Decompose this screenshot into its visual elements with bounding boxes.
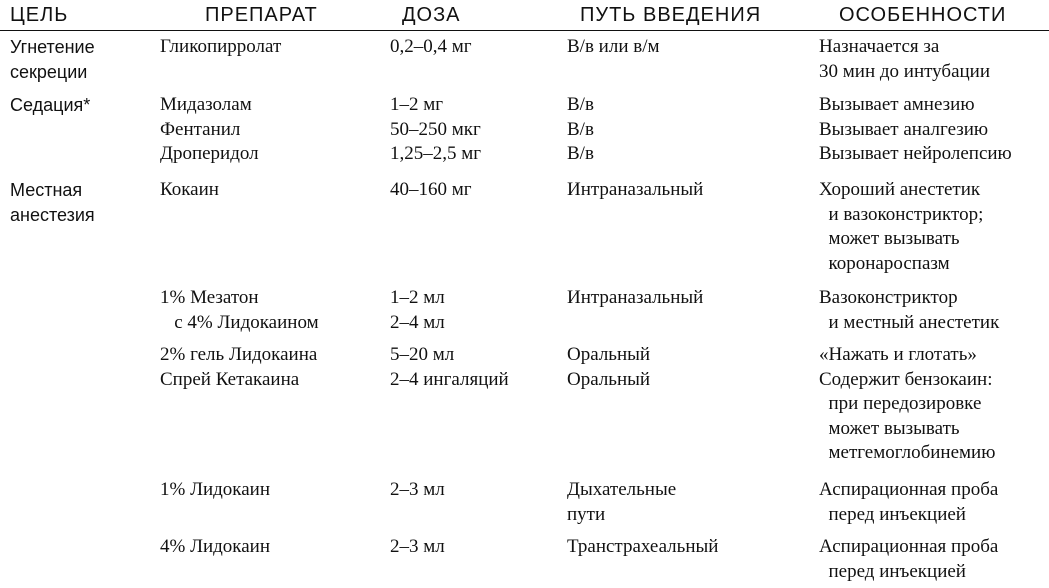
route-cell-line: Интраназальный [567,287,704,308]
features-cell [819,343,995,466]
drug-cell [160,286,319,335]
dose-cell [390,286,445,335]
features-cell-line: перед инъекцией [819,560,966,582]
header-route: ПУТЬ ВВЕДЕНИЯ [580,4,762,26]
features-cell-line: может вызывать [819,417,960,439]
header-drug: ПРЕПАРАТ [205,4,318,26]
features-cell [819,93,1012,167]
features-cell-line: метгемоглобинемию [819,442,996,463]
drug-cell-line: Дроперидол [160,143,259,164]
drug-cell [160,343,317,392]
drug-cell [160,478,270,503]
features-cell-line: Вызывает амнезию [819,94,975,115]
route-cell-line: Дыхательные [567,479,677,500]
dose-cell [390,535,445,560]
dose-cell-line: 2–3 мл [390,479,445,500]
goal-cell-line: Угнетение [10,37,95,57]
features-cell-line: коронароспазм [819,252,950,274]
drug-cell-line: Кокаин [160,179,219,200]
features-cell-line: может вызывать [819,228,960,249]
features-cell-line: перед инъекцией [819,503,966,525]
route-cell [567,286,703,311]
features-cell-line: при передозировке [819,393,982,414]
route-cell [567,535,718,560]
drug-cell-line: с 4% Лидокаином [160,311,319,333]
drug-cell-line: 2% гель Лидокаина [160,344,318,365]
features-cell [819,178,983,276]
header-rule [0,30,1049,31]
features-cell-line: Вызывает нейролепсию [819,143,1012,164]
route-cell-line: Оральный [567,344,651,365]
goal-cell-line: секреции [10,61,88,82]
features-cell-line: Вазоконстриктор [819,287,958,308]
route-cell [567,178,703,203]
goal-cell [10,93,90,118]
drug-cell-line: Гликопирролат [160,36,282,57]
features-cell-line: 30 мин до интубации [819,60,991,82]
dose-cell-line: 2–4 ингаляций [390,368,509,390]
features-cell-line: Содержит бензокаин: [819,368,993,390]
features-cell-line: Вызывает аналгезию [819,118,989,140]
dose-cell-line: 1–2 мл [390,287,445,308]
route-cell-line: Транстрахеальный [567,536,719,557]
dose-cell [390,35,472,60]
route-cell-line: Интраназальный [567,179,704,200]
features-cell-line: и вазоконстриктор; [819,203,984,225]
drug-cell [160,93,259,167]
dose-cell [390,93,481,167]
features-cell-line: «Нажать и глотать» [819,344,977,365]
route-cell [567,35,660,60]
drug-cell-line: Фентанил [160,118,241,140]
route-cell [567,478,676,527]
goal-cell-line: Местная [10,180,83,200]
header-dose: ДОЗА [402,4,461,26]
drug-cell [160,35,281,60]
dose-cell-line: 50–250 мкг [390,118,481,140]
drug-cell-line: 1% Лидокаин [160,479,271,500]
drug-cell [160,535,270,560]
dose-cell-line: 1,25–2,5 мг [390,143,482,164]
features-cell-line: Назначается за [819,36,940,57]
route-cell-line: Оральный [567,368,651,390]
route-cell-line: В/в [567,118,594,140]
route-cell [567,343,650,392]
route-cell-line: В/в или в/м [567,36,660,57]
dose-cell-line: 2–4 мл [390,311,445,333]
dose-cell-line: 0,2–0,4 мг [390,36,472,57]
dose-cell-line: 1–2 мг [390,94,444,115]
features-cell-line: и местный анестетик [819,311,1000,333]
drug-cell-line: Мидазолам [160,94,252,115]
goal-cell [10,178,95,227]
dose-cell-line: 2–3 мл [390,536,445,557]
route-cell-line: В/в [567,94,594,115]
features-cell-line: Аспирационная проба [819,536,999,557]
header-features: ОСОБЕННОСТИ [839,4,1007,26]
goal-cell [10,35,95,84]
dose-cell-line: 40–160 мг [390,179,472,200]
drug-cell [160,178,219,203]
dose-cell [390,343,509,392]
dose-cell-line: 5–20 мл [390,344,455,365]
goal-cell-line: анестезия [10,204,95,225]
features-cell [819,478,998,527]
goal-cell-line: Седация* [10,95,91,115]
drug-cell-line: Спрей Кетакаина [160,368,300,390]
features-cell-line: Аспирационная проба [819,479,999,500]
route-cell [567,93,594,167]
header-goal: ЦЕЛЬ [10,4,69,26]
drug-cell-line: 4% Лидокаин [160,536,271,557]
route-cell-line: пути [567,503,606,525]
features-cell-line: Хороший анестетик [819,179,981,200]
drug-cell-line: 1% Мезатон [160,287,259,308]
features-cell [819,286,999,335]
dose-cell [390,178,472,203]
features-cell [819,535,998,584]
dose-cell [390,478,445,503]
route-cell-line: В/в [567,143,594,164]
features-cell [819,35,990,84]
